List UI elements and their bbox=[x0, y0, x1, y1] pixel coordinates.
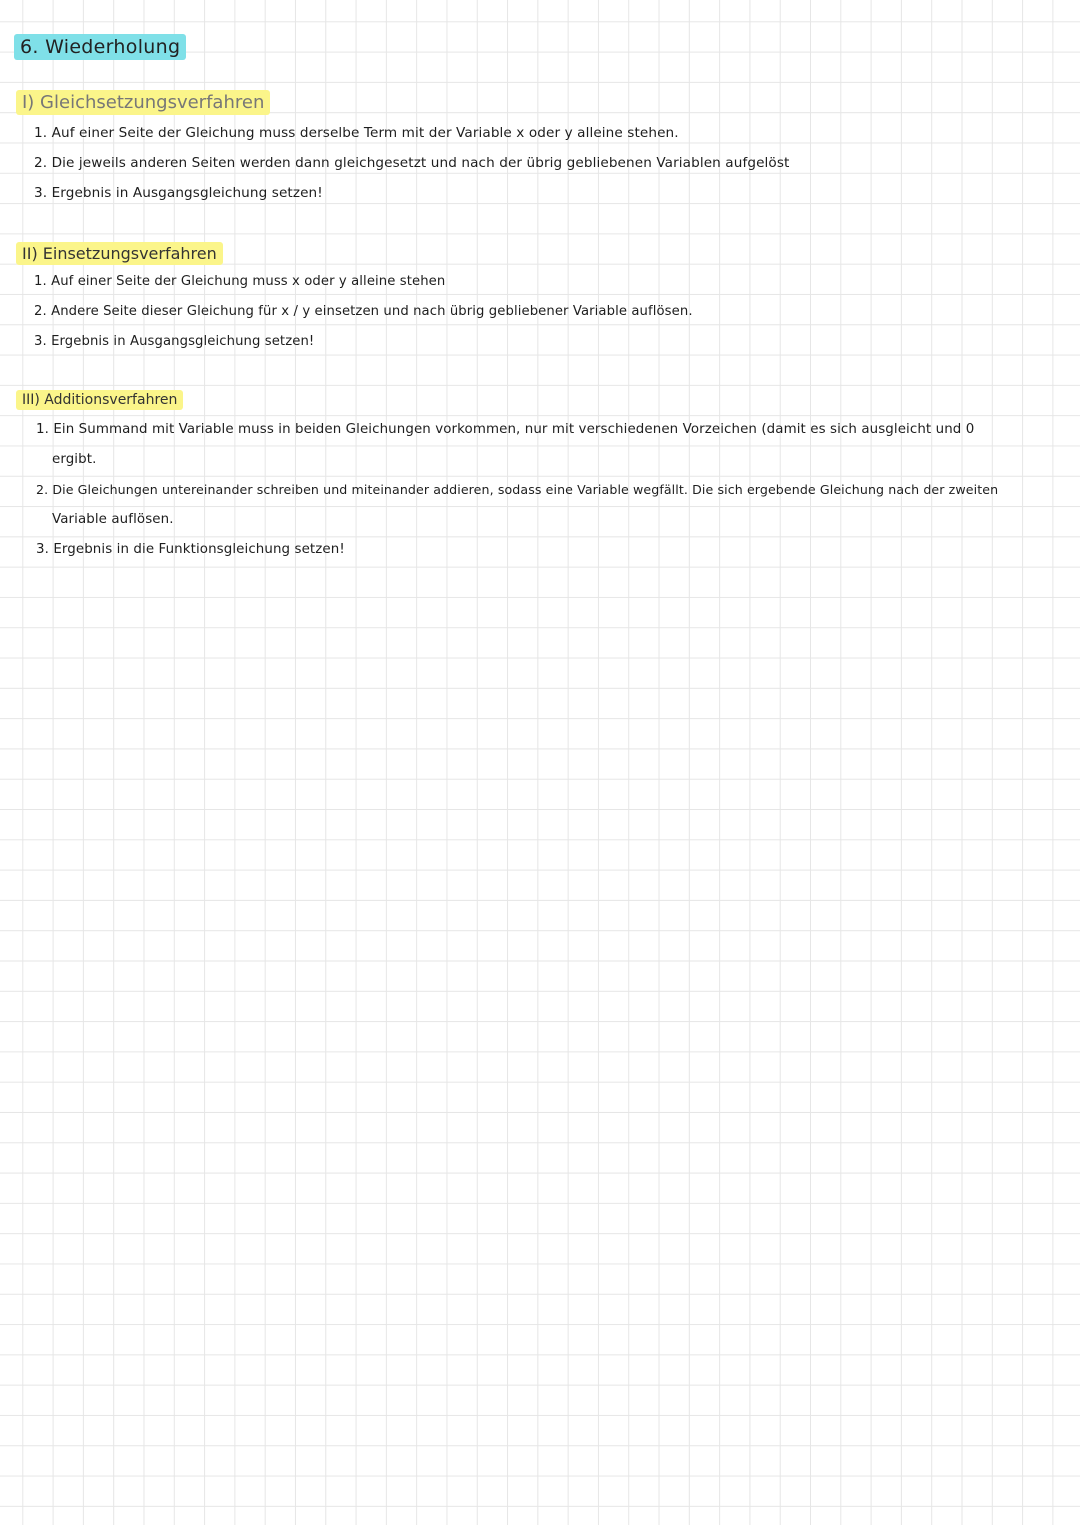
section3-step2: 2. Die Gleichungen untereinander schreiben und miteinander addieren, sodass eine Variable wegfällt. Die sich ergebende Gleichung nach der zweiten bbox=[36, 482, 999, 497]
section2-step1: 1. Auf einer Seite der Gleichung muss x oder y alleine stehen bbox=[34, 274, 446, 289]
section-heading-einsetzungsverfahren: II) Einsetzungsverfahren bbox=[16, 242, 223, 265]
section1-step3: 3. Ergebnis in Ausgangsgleichung setzen! bbox=[34, 185, 323, 201]
section3-step3: 3. Ergebnis in die Funktionsgleichung setzen! bbox=[36, 542, 345, 557]
section1-step2: 2. Die jeweils anderen Seiten werden dann gleichgesetzt und nach der übrig gebliebenen Variablen aufgelöst bbox=[34, 155, 790, 171]
section2-step2: 2. Andere Seite dieser Gleichung für x / y einsetzen und nach übrig gebliebener Variable auflösen. bbox=[34, 304, 693, 319]
section2-step3: 3. Ergebnis in Ausgangsgleichung setzen! bbox=[34, 334, 315, 349]
section-heading-gleichsetzungsverfahren: I) Gleichsetzungsverfahren bbox=[16, 90, 270, 115]
section3-step1-continued: ergibt. bbox=[52, 452, 97, 467]
section3-step2-continued: Variable auflösen. bbox=[52, 512, 174, 527]
page-title: 6. Wiederholung bbox=[14, 34, 186, 60]
section-heading-additionsverfahren: III) Additionsverfahren bbox=[16, 390, 183, 410]
section3-step1: 1. Ein Summand mit Variable muss in beiden Gleichungen vorkommen, nur mit verschiedenen Vorzeichen (damit es sich ausgleicht und 0 bbox=[36, 422, 975, 437]
section1-step1: 1. Auf einer Seite der Gleichung muss derselbe Term mit der Variable x oder y alleine stehen. bbox=[34, 125, 679, 141]
